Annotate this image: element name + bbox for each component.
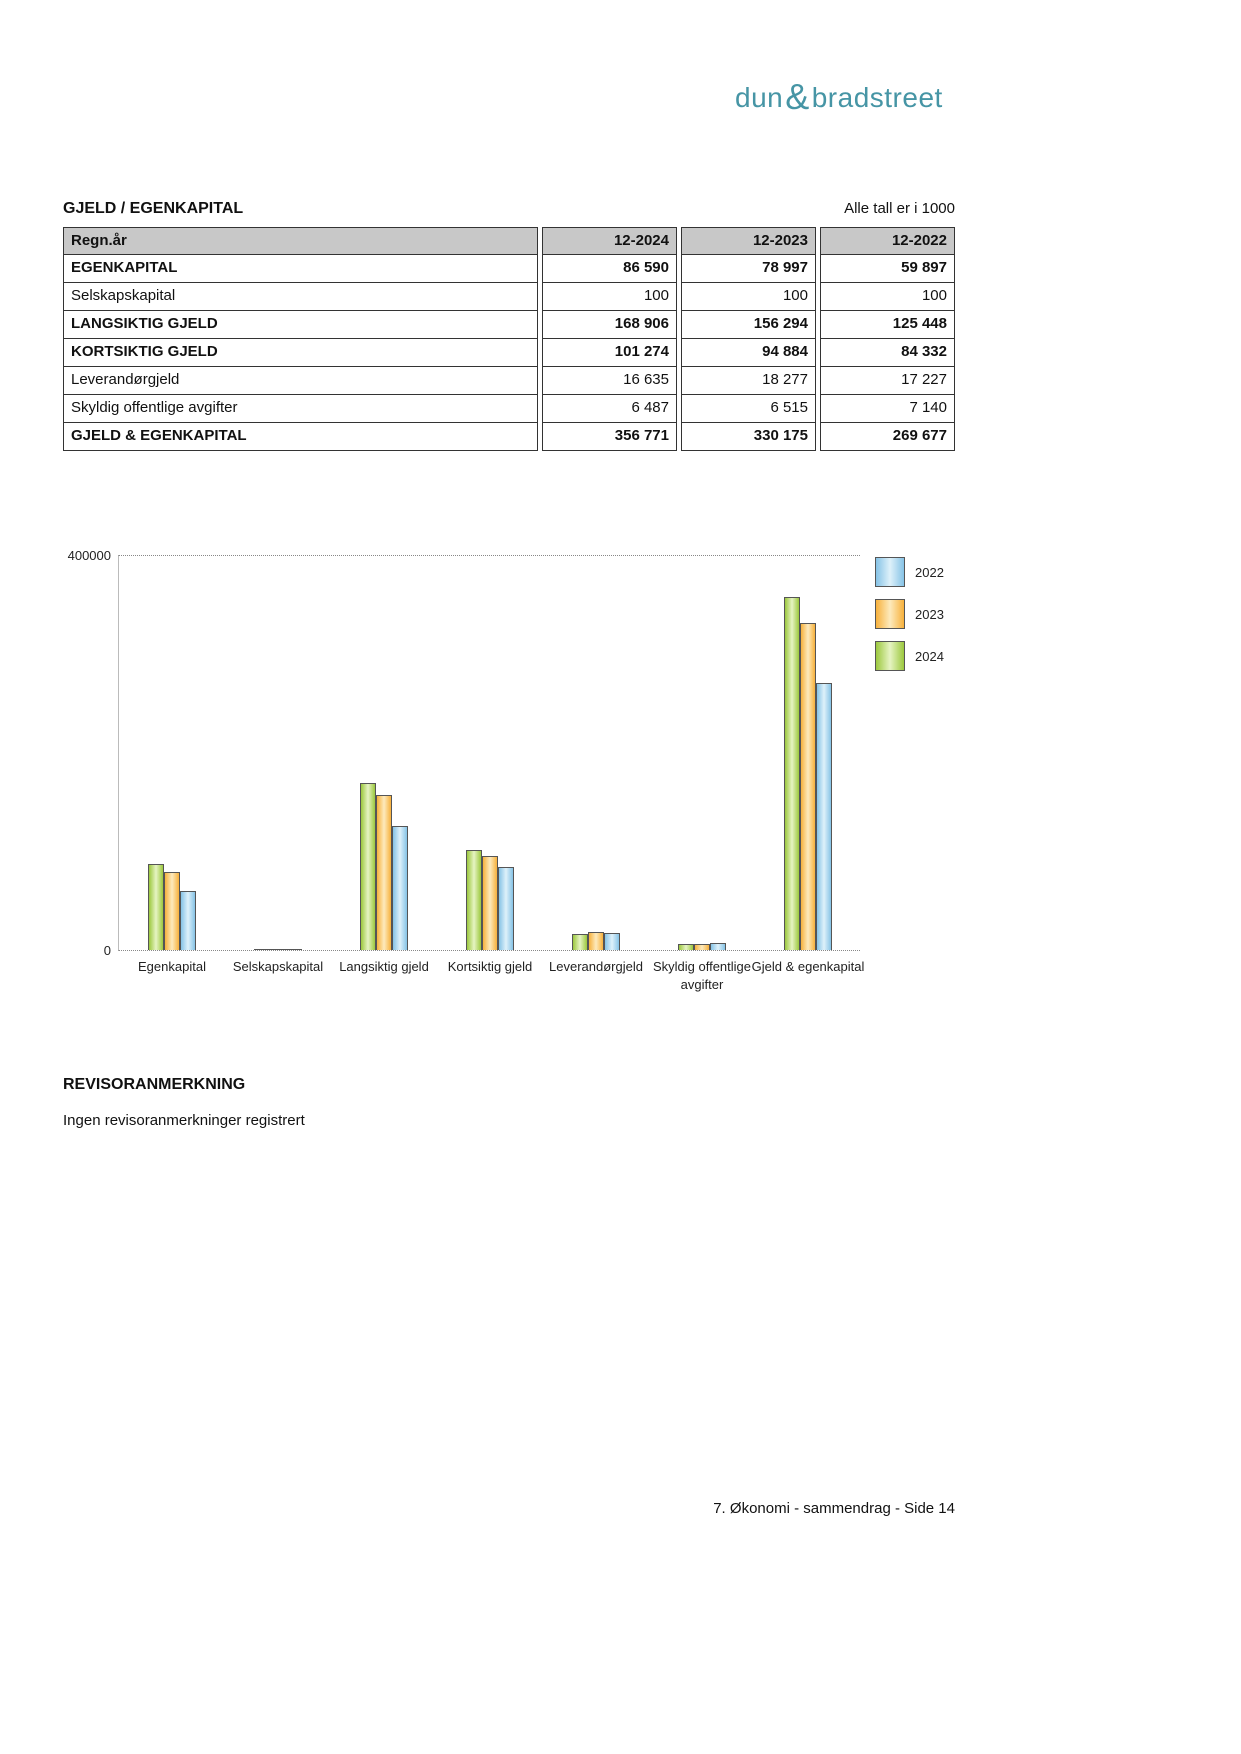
category-label: Gjeld & egenkapital	[751, 959, 865, 974]
column-2024	[542, 227, 677, 451]
chart-plot	[118, 555, 865, 992]
legend-swatch-2023	[875, 599, 905, 629]
bar-2024	[678, 944, 694, 950]
cell-value: 125 448	[820, 311, 955, 339]
cell-value: 100	[681, 283, 816, 311]
logo-text-left: dun	[735, 82, 784, 113]
liabilities-equity-table-section	[63, 200, 955, 451]
cell-value: 86 590	[542, 255, 677, 283]
bar-group-4	[437, 556, 543, 974]
row-label: LANGSIKTIG GJELD	[63, 311, 538, 339]
logo-text-right: bradstreet	[811, 82, 943, 113]
cell-value: 78 997	[681, 255, 816, 283]
bar-2022	[392, 826, 408, 950]
bar-chart	[63, 545, 1063, 1015]
legend-swatch-2022	[875, 557, 905, 587]
cell-value: 17 227	[820, 367, 955, 395]
column-2023	[681, 227, 816, 451]
financial-table	[63, 227, 955, 451]
column-header: 12-2024	[542, 227, 677, 255]
bar-2023	[270, 949, 286, 950]
category-label: Selskapskapital	[232, 959, 324, 974]
cell-value: 356 771	[542, 423, 677, 451]
row-label: Skyldig offentlige avgifter	[63, 395, 538, 423]
category-label: Egenkapital	[138, 959, 206, 974]
bar-2023	[164, 872, 180, 950]
y-axis-tick-zero: 0	[103, 943, 111, 958]
legend-swatch-2024	[875, 641, 905, 671]
cell-value: 6 515	[681, 395, 816, 423]
legend-item-2024	[875, 641, 944, 671]
cell-value: 84 332	[820, 339, 955, 367]
column-2022	[820, 227, 955, 451]
cell-value: 94 884	[681, 339, 816, 367]
cell-value: 59 897	[820, 255, 955, 283]
cell-value: 16 635	[542, 367, 677, 395]
bar-2024	[148, 864, 164, 950]
bar-group-3	[331, 556, 437, 974]
cell-value: 156 294	[681, 311, 816, 339]
bar-2022	[286, 949, 302, 950]
column-header: Regn.år	[63, 227, 538, 255]
table-title-row	[63, 200, 955, 218]
legend-label: 2023	[915, 606, 944, 622]
cell-value: 7 140	[820, 395, 955, 423]
auditor-notes-heading: REVISORANMERKNING	[63, 1076, 246, 1093]
units-note: Alle tall er i 1000	[844, 200, 955, 217]
category-label: Leverandørgjeld	[549, 959, 643, 974]
cell-value: 168 906	[542, 311, 677, 339]
row-label: GJELD & EGENKAPITAL	[63, 423, 538, 451]
cell-value: 6 487	[542, 395, 677, 423]
cell-value: 18 277	[681, 367, 816, 395]
column-header: 12-2023	[681, 227, 816, 255]
bar-2024	[254, 949, 270, 950]
bar-2023	[694, 944, 710, 950]
bar-2024	[360, 783, 376, 950]
bar-2023	[482, 856, 498, 950]
bar-2022	[816, 683, 832, 950]
row-label: KORTSIKTIG GJELD	[63, 339, 538, 367]
category-label: Langsiktig gjeld	[339, 959, 429, 974]
dun-bradstreet-logo	[735, 74, 943, 116]
row-label: Selskapskapital	[63, 283, 538, 311]
bar-group-6	[649, 556, 755, 992]
bar-2023	[588, 932, 604, 950]
y-axis-tick-max: 400000	[67, 548, 111, 563]
page-footer: 7. Økonomi - sammendrag - Side 14	[713, 1500, 955, 1517]
auditor-notes-text: Ingen revisoranmerkninger registrert	[63, 1112, 305, 1129]
bar-2022	[604, 933, 620, 950]
bar-2022	[180, 891, 196, 950]
cell-value: 100	[820, 283, 955, 311]
legend-item-2023	[875, 599, 944, 629]
bar-group-5	[543, 556, 649, 974]
bar-2024	[466, 850, 482, 950]
row-label: Leverandørgjeld	[63, 367, 538, 395]
bar-group-1	[119, 556, 225, 974]
bar-group-2	[225, 556, 331, 974]
chart-legend	[875, 557, 944, 683]
ampersand-icon: &	[785, 76, 810, 117]
legend-label: 2022	[915, 564, 944, 580]
bar-group-7	[751, 556, 865, 974]
cell-value: 269 677	[820, 423, 955, 451]
bar-2024	[572, 934, 588, 950]
legend-label: 2024	[915, 648, 944, 664]
row-label: EGENKAPITAL	[63, 255, 538, 283]
bar-2023	[376, 795, 392, 950]
legend-item-2022	[875, 557, 944, 587]
bar-2022	[498, 867, 514, 950]
category-label: Skyldig offentlige avgifter	[652, 959, 752, 992]
bar-2023	[800, 623, 816, 950]
bar-2022	[710, 943, 726, 950]
cell-value: 100	[542, 283, 677, 311]
cell-value: 101 274	[542, 339, 677, 367]
bar-2024	[784, 597, 800, 950]
column-header: 12-2022	[820, 227, 955, 255]
auditor-notes-section	[63, 1076, 305, 1129]
label-column	[63, 227, 538, 451]
table-title: GJELD / EGENKAPITAL	[63, 200, 244, 217]
cell-value: 330 175	[681, 423, 816, 451]
category-label: Kortsiktig gjeld	[447, 959, 533, 974]
